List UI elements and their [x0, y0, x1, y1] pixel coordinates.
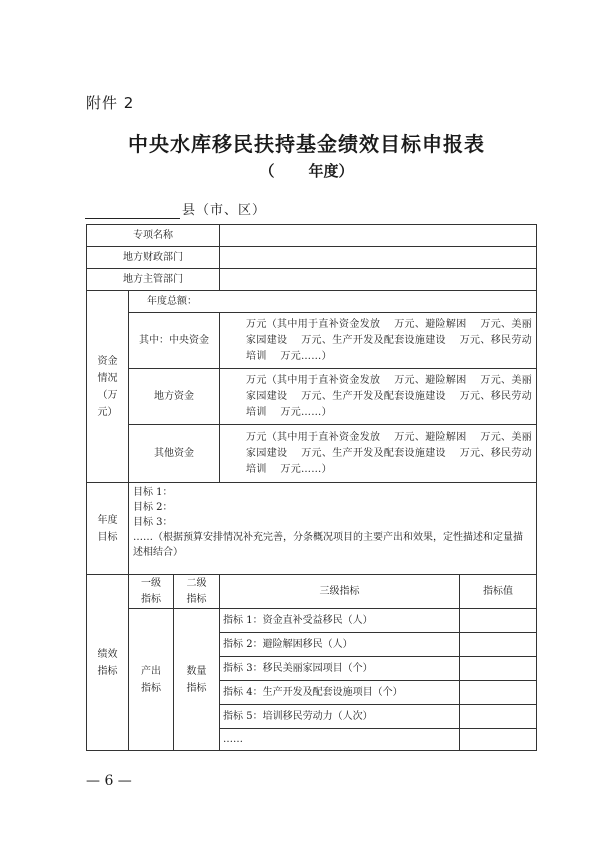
row-annual-goals [87, 483, 537, 575]
goal-note: ……（根据预算安排情况补充完善，分条概况项目的主要产出和效果，定性描述和定量描述相结合） [133, 532, 523, 558]
central-funds-label: 其中：中央资金 [129, 313, 220, 369]
authority-dept-value[interactable] [220, 269, 537, 291]
central-funds-detail[interactable]: 万元（其中用于直补资金发放 万元、避险解困 万元、美丽家园建设 万元、生产开发及配套设施建设 万元、移民劳动培训 万元……） [220, 313, 537, 369]
table-row [87, 609, 537, 633]
value-header: 指标值 [460, 575, 537, 609]
indicator-value[interactable] [460, 657, 537, 681]
indicator-value[interactable] [460, 681, 537, 705]
declaration-form [86, 224, 537, 751]
document-title: 中央水库移民扶持基金绩效目标申报表 [128, 132, 485, 156]
goal-1: 目标 1： [133, 487, 173, 498]
row-central-funds [87, 313, 537, 369]
indicator-value[interactable] [460, 609, 537, 633]
annual-total-label: 年度总额： [129, 291, 537, 313]
finance-dept-value[interactable] [220, 247, 537, 269]
other-funds-label: 其他资金 [129, 425, 220, 483]
attachment-label: 附件 2 [86, 94, 135, 112]
row-annual-total [87, 291, 537, 313]
county-label: 县（市、区） [182, 203, 267, 218]
annual-goals-label: 年度目标 [87, 483, 129, 575]
indicator-value[interactable] [460, 705, 537, 729]
indicator-value[interactable] [460, 633, 537, 657]
other-funds-detail[interactable]: 万元（其中用于直补资金发放 万元、避险解困 万元、美丽家园建设 万元、生产开发及配套设施建设 万元、移民劳动培训 万元……） [220, 425, 537, 483]
indicator-item: 指标 4：生产开发及配套设施项目（个） [220, 681, 460, 705]
indicator-value[interactable] [460, 729, 537, 751]
indicator-item: 指标 2：避险解困移民（人） [220, 633, 460, 657]
goal-3: 目标 3： [133, 517, 173, 528]
project-name-value[interactable] [220, 225, 537, 247]
finance-dept-label: 地方财政部门 [87, 247, 220, 269]
local-funds-detail[interactable]: 万元（其中用于直补资金发放 万元、避险解困 万元、美丽家园建设 万元、生产开发及配套设施建设 万元、移民劳动培训 万元……） [220, 369, 537, 425]
year-open: （ [259, 162, 275, 180]
level1-header: 一级指标 [129, 575, 174, 609]
indicator-item: …… [220, 729, 460, 751]
row-project-name [87, 225, 537, 247]
indicators-section-label: 绩效指标 [87, 575, 129, 751]
row-authority-dept [87, 269, 537, 291]
year-close: 年度） [308, 162, 354, 180]
project-name-label: 专项名称 [87, 225, 220, 247]
row-indicator-header [87, 575, 537, 609]
annual-goals-content[interactable] [129, 483, 537, 575]
indicator-item: 指标 1：资金直补受益移民（人） [220, 609, 460, 633]
quantity-indicator-label: 数量指标 [174, 609, 220, 751]
indicator-item: 指标 5：培训移民劳动力（人次） [220, 705, 460, 729]
row-local-funds [87, 369, 537, 425]
funds-section-label: 资金情况（万元） [87, 291, 129, 483]
goal-2: 目标 2： [133, 502, 173, 513]
year-line [0, 160, 613, 181]
county-blank-line [85, 206, 180, 219]
level3-header: 三级指标 [220, 575, 460, 609]
local-funds-label: 地方资金 [129, 369, 220, 425]
indicator-item: 指标 3：移民美丽家园项目（个） [220, 657, 460, 681]
row-other-funds [87, 425, 537, 483]
row-finance-dept [87, 247, 537, 269]
authority-dept-label: 地方主管部门 [87, 269, 220, 291]
level2-header: 二级指标 [174, 575, 220, 609]
page-number: — 6 — [86, 773, 132, 789]
output-indicator-label: 产出指标 [129, 609, 174, 751]
